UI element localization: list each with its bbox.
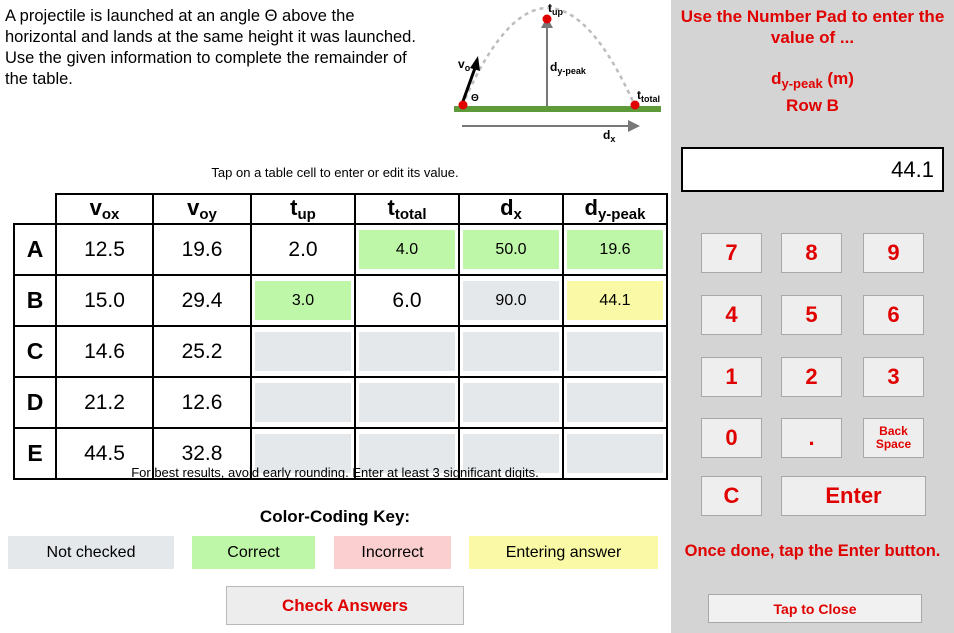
vox-value: 12.5 — [56, 224, 153, 275]
launch-point — [459, 101, 468, 110]
voy-value: 12.6 — [153, 377, 251, 428]
cell-ttotal[interactable] — [355, 326, 459, 377]
header-dx: $d_x$ — [459, 194, 563, 224]
key-correct: Correct — [192, 536, 315, 569]
header-voy: $v_{oy}$ — [153, 194, 251, 224]
cell-dx[interactable]: 90.0 — [459, 275, 563, 326]
key-4-button[interactable]: 4 — [701, 295, 762, 335]
cell-tup[interactable] — [251, 326, 355, 377]
target-row: Row B — [786, 96, 839, 115]
cell-tup[interactable]: 3.0 — [251, 275, 355, 326]
header-dy-peak: $d_{y-peak}$ — [563, 194, 667, 224]
row-label: C — [14, 326, 56, 377]
table-hint: Tap on a table cell to enter or edit its value. — [211, 165, 459, 180]
ttotal-label: $t_{total}$ — [637, 88, 660, 104]
velocity-arrowhead — [470, 56, 480, 71]
cell-ttotal[interactable] — [355, 377, 459, 428]
table-row-c — [14, 326, 667, 377]
key-8-button[interactable]: 8 — [781, 233, 842, 273]
projectile-diagram — [440, 0, 672, 148]
key-6-button[interactable]: 6 — [863, 295, 924, 335]
cell-tup: 2.0 — [251, 224, 355, 275]
table-header-row — [14, 194, 667, 224]
key-2-button[interactable]: 2 — [781, 357, 842, 397]
problem-statement: A projectile is launched at an angle Θ above the horizontal and lands at the same height it was launched. Use the given information to complete the remainder of the table. — [5, 7, 416, 88]
tup-label: $t_{up}$ — [548, 1, 563, 17]
range-arrowhead — [628, 120, 640, 132]
header-tup: $t_{up}$ — [251, 194, 355, 224]
vox-value: 21.2 — [56, 377, 153, 428]
row-label: A — [14, 224, 56, 275]
table-corner — [14, 194, 56, 224]
key-incorrect: Incorrect — [334, 536, 451, 569]
voy-value: 29.4 — [153, 275, 251, 326]
cell-dx[interactable] — [459, 326, 563, 377]
backspace-label-line2: Space — [875, 437, 912, 451]
key-9-button[interactable]: 9 — [863, 233, 924, 273]
vox-value: 15.0 — [56, 275, 153, 326]
cell-dy-peak[interactable] — [563, 377, 667, 428]
dx-label: $d_x$ — [603, 128, 616, 144]
v0-label: $v_o$ — [458, 57, 471, 73]
done-instruction: Once done, tap the Enter button. — [684, 542, 941, 560]
cell-dy-peak[interactable]: 19.6 — [563, 224, 667, 275]
cell-ttotal[interactable]: 4.0 — [355, 224, 459, 275]
close-button[interactable]: Tap to Close — [708, 594, 922, 623]
cell-dy-peak[interactable] — [563, 326, 667, 377]
table-row-a — [14, 224, 667, 275]
cell-dx[interactable]: 50.0 — [459, 224, 563, 275]
enter-button[interactable]: Enter — [781, 476, 926, 516]
peak-point — [543, 15, 552, 24]
check-answers-button[interactable]: Check Answers — [226, 586, 464, 625]
table-row-d — [14, 377, 667, 428]
header-ttotal: $t_{total}$ — [355, 194, 459, 224]
vox-value: 44.5 — [56, 428, 153, 479]
backspace-label-line1: Back — [879, 424, 908, 438]
entry-display: 44.1 — [681, 147, 944, 192]
color-key-title: Color-Coding Key: — [259, 507, 411, 526]
key-0-button[interactable]: 0 — [701, 418, 762, 458]
backspace-button[interactable] — [863, 418, 924, 458]
header-vox: $v_{ox}$ — [56, 194, 153, 224]
voy-value: 32.8 — [153, 428, 251, 479]
clear-button[interactable]: C — [701, 476, 762, 516]
key-7-button[interactable]: 7 — [701, 233, 762, 273]
key-not-checked: Not checked — [8, 536, 174, 569]
cell-dx[interactable] — [459, 377, 563, 428]
row-label: E — [14, 428, 56, 479]
rounding-note: For best results, avoid early rounding. Enter at least 3 significant digits. — [131, 465, 539, 480]
row-label: D — [14, 377, 56, 428]
target-quantity: $d_{y-peak}$ (m) — [771, 69, 854, 91]
cell-dy-peak[interactable]: 44.1 — [563, 275, 667, 326]
key-3-button[interactable]: 3 — [863, 357, 924, 397]
theta-label: Θ — [471, 93, 479, 104]
voy-value: 25.2 — [153, 326, 251, 377]
dy-peak-label: $d_{y-peak}$ — [550, 60, 586, 76]
key-5-button[interactable]: 5 — [781, 295, 842, 335]
ground-bar — [454, 106, 661, 112]
key-decimal-button[interactable]: . — [781, 418, 842, 458]
cell-ttotal: 6.0 — [355, 275, 459, 326]
voy-value: 19.6 — [153, 224, 251, 275]
cell-tup[interactable] — [251, 377, 355, 428]
key-entering: Entering answer — [469, 536, 658, 569]
target-field-label — [671, 68, 954, 117]
key-1-button[interactable]: 1 — [701, 357, 762, 397]
number-pad-instruction: Use the Number Pad to enter the value of ... — [680, 7, 945, 47]
vox-value: 14.6 — [56, 326, 153, 377]
row-label: B — [14, 275, 56, 326]
data-table — [13, 193, 668, 480]
table-row-b — [14, 275, 667, 326]
